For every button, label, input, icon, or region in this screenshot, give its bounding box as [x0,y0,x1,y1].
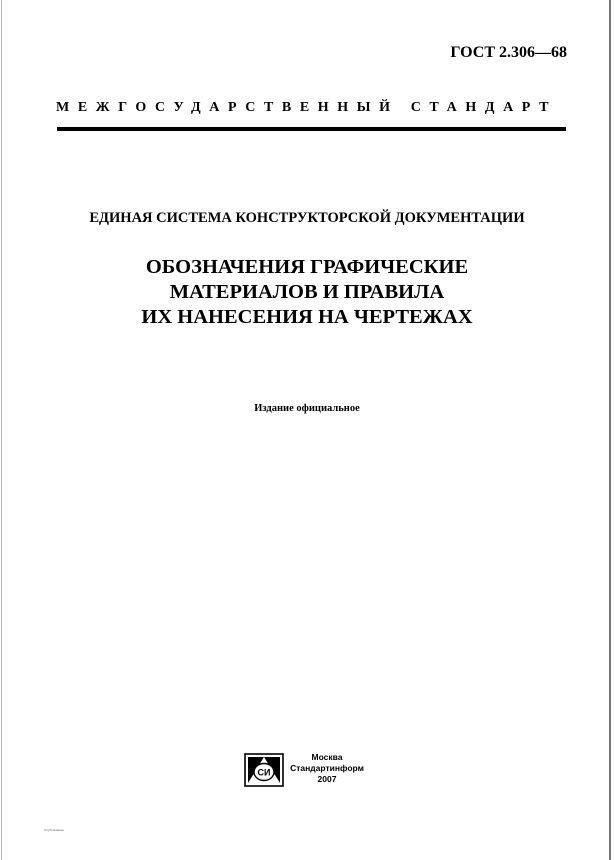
publisher-block [290,752,364,785]
page-edge-right [609,0,611,860]
standard-type-heading: МЕЖГОСУДАРСТВЕННЫЙ СТАНДАРТ [56,100,558,115]
title-line: ИХ НАНЕСЕНИЯ НА ЧЕРТЕЖАХ [141,306,473,328]
document-number: ГОСТ 2.306—68 [450,44,567,61]
publisher-name: Стандартинформ [290,763,364,773]
edition-note: Издание официальное [254,403,360,414]
document-title [0,255,614,330]
publisher-city: Москва [311,752,343,762]
system-title: ЕДИНАЯ СИСТЕМА КОНСТРУКТОРСКОЙ ДОКУМЕНТАЦИИ [89,210,525,226]
logo-text: СИ [257,767,271,778]
header-rule [57,127,566,131]
footer-note: Опубликовано [44,828,65,832]
publication-year: 2007 [317,774,337,784]
page-edge-left [1,0,2,860]
standartinform-logo-icon [244,753,284,787]
title-line: ОБОЗНАЧЕНИЯ ГРАФИЧЕСКИЕ [145,256,469,278]
title-line: МАТЕРИАЛОВ И ПРАВИЛА [169,281,445,303]
